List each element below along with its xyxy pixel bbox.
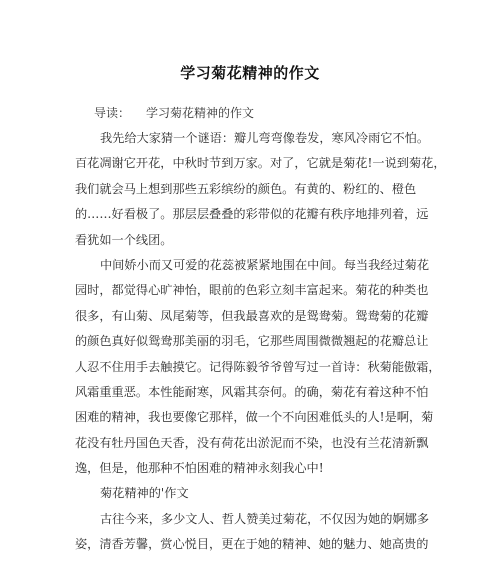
- text-line: 花没有牡丹国色天香，没有荷花出淤泥而不染，也没有兰花清新飘: [75, 435, 429, 450]
- text-line: 园时，都觉得心旷神怡，眼前的色彩立刻丰富起来。菊花的种类也: [75, 283, 429, 298]
- document-body: [75, 126, 446, 558]
- text-line: 我们就会马上想到那些五彩缤纷的颜色。有黄的、粉红的、橙色: [75, 181, 417, 196]
- text-line: 的颜色真好似鸳鸯那美丽的羽毛，它那些周围微微翘起的花瓣总让: [75, 334, 429, 349]
- text-line: 百花凋谢它开花，中秋时节到万家。对了，它就是菊花!一说到菊花，: [75, 156, 446, 171]
- document-title: 学习菊花精神的作文: [180, 64, 320, 82]
- text-line: 中间娇小而又可爱的花蕊被紧紧地围在中间。每当我经过菊花: [100, 257, 430, 272]
- text-line: 风霜重重恶。本性能耐寒，风霜其奈何。的确，菊花有着这种不怕: [75, 384, 429, 399]
- text-line: 人忍不住用手去触摸它。记得陈毅爷爷曾写过一首诗：秋菊能傲霜，: [75, 359, 441, 374]
- text-line: 看犹如一个线团。: [75, 232, 173, 247]
- text-line: 姿，清香芳馨，赏心悦目，更在于她的精神、她的魅力、她高贵的: [75, 537, 429, 552]
- text-line: 很多，有山菊、凤尾菊等，但我最喜欢的是鸳鸯菊。鸳鸯菊的花瓣: [75, 308, 429, 323]
- text-line: 古往今来，多少文人、哲人赞美过菊花，不仅因为她的婀娜多: [100, 511, 430, 526]
- text-line: 菊花精神的'作文: [100, 486, 189, 501]
- guide-label: 导读：: [94, 106, 131, 120]
- guide-line: [94, 104, 254, 121]
- text-line: 的……好看极了。那层层叠叠的彩带似的花瓣有秩序地排列着，远: [75, 207, 429, 222]
- text-line: 我先给大家猜一个谜语：瓣儿弯弯像卷发，寒风冷雨它不怕。: [100, 131, 430, 145]
- text-line: 逸，但是，他那种不怕困难的精神永刻我心中!: [75, 461, 324, 476]
- guide-text: 学习菊花精神的作文: [146, 106, 255, 120]
- text-line: 困难的精神，我也要像它那样，做一个不向困难低头的人!是啊，菊: [75, 410, 434, 425]
